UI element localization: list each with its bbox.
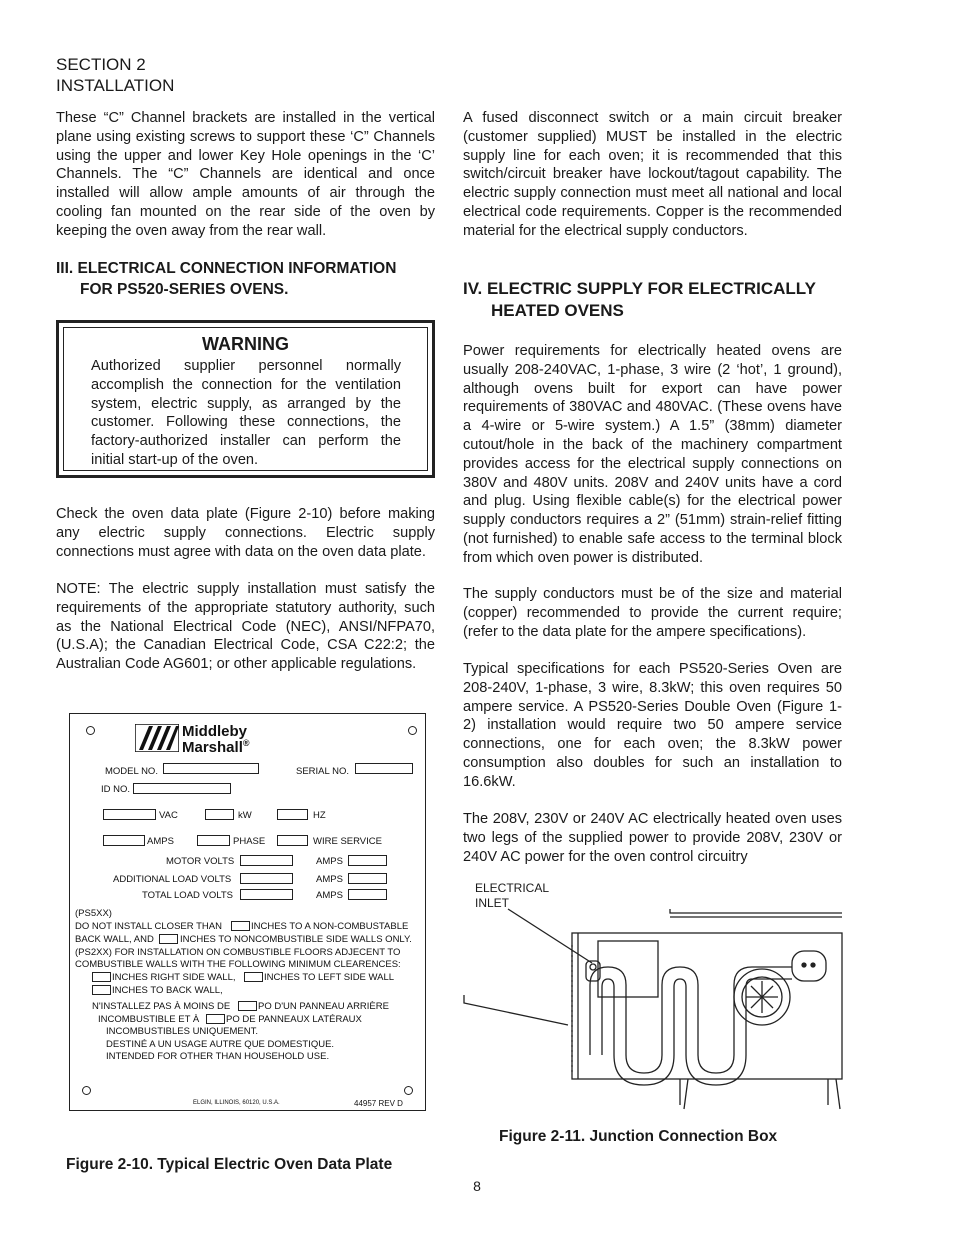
field-model-no bbox=[163, 763, 259, 774]
plate-text-line: INCHES RIGHT SIDE WALL, bbox=[112, 972, 236, 983]
heading-line-2: HEATED OVENS bbox=[491, 301, 624, 320]
figure-2-10-caption: Figure 2-10. Typical Electric Oven Data Plate bbox=[66, 1156, 393, 1173]
plate-text-line: INTENDED FOR OTHER THAN HOUSEHOLD USE. bbox=[106, 1051, 330, 1062]
field-clearance bbox=[92, 985, 111, 995]
mounting-hole-icon bbox=[86, 726, 95, 735]
heading-electrical-connection bbox=[56, 258, 435, 300]
left-paragraph-2: Check the oven data plate (Figure 2-10) before making any electric supply connections. Electric supply connections must agree with data on the oven data plate. bbox=[56, 506, 435, 560]
label-vac: VAC bbox=[159, 810, 178, 821]
plate-text-line: INCHES TO LEFT SIDE WALL bbox=[264, 972, 395, 983]
label-wire-service: WIRE SERVICE bbox=[313, 836, 382, 847]
plate-text-line: INCHES TO A NON-COMBUSTABLE bbox=[251, 921, 409, 932]
field-clearance bbox=[231, 921, 250, 931]
plate-text-line: DO NOT INSTALL CLOSER THAN bbox=[75, 921, 222, 932]
label-model-no: MODEL NO. bbox=[105, 766, 158, 777]
field-id-no bbox=[133, 783, 231, 794]
label-total-amps: AMPS bbox=[316, 890, 343, 901]
field-clearance bbox=[244, 972, 263, 982]
label-motor-amps: AMPS bbox=[316, 856, 343, 867]
plate-text-line: N'INSTALLEZ PAS À MOINS DE bbox=[92, 1001, 231, 1012]
field-wire-service bbox=[277, 835, 308, 846]
brand-name-line1: Middleby bbox=[182, 723, 248, 740]
field-clearance bbox=[238, 1001, 257, 1011]
field-clearance bbox=[159, 934, 178, 944]
mounting-hole-icon bbox=[404, 1086, 413, 1095]
right-paragraph-1: A fused disconnect switch or a main circuit breaker (customer supplied) MUST be installed in the electric supply line for each oven; it is recommended that this switch/circuit breaker have lockout/tagout capability. The electric supply connection must meet all national and local electrical code requirements. Copper is the recommended material for the electrical supply conductors. bbox=[463, 110, 842, 239]
heading-electric-supply bbox=[463, 278, 842, 322]
plate-text-line: (PS2XX) FOR INSTALLATION ON COMBUSTIBLE FLOORS ADJECENT TO bbox=[75, 947, 401, 958]
page-number: 8 bbox=[473, 1178, 481, 1194]
section-heading bbox=[56, 54, 174, 96]
mounting-hole-icon bbox=[82, 1086, 91, 1095]
heading-line-2: FOR PS520-SERIES OVENS. bbox=[80, 281, 289, 298]
section-number: SECTION 2 bbox=[56, 55, 146, 74]
label-line-2: INLET bbox=[475, 896, 510, 910]
right-paragraph-2: Power requirements for electrically heated ovens are usually 208-240VAC, 1-phase, 3 wire (2 ‘hot’, 1 ground), although ovens built for export can have power requirements of 380VAC and 480VAC. (These ovens have a 4-wire or 5-wire system.) A 1.5” (38mm) diameter cutout/hole in the back of the machinery compartment provides access for the electrical supply connections on 380V and 480V units. 208V and 240V units have a cord and plug. Using flexible cable(s) for the electrical power supply conductors requires a 2” (51mm) strain-relief fitting (not furnished) to enable safe access to the terminal block from which oven power is distributed. bbox=[463, 343, 842, 566]
field-hz bbox=[277, 809, 308, 820]
plate-text-line: PO DE PANNEAUX LATÉRAUX bbox=[226, 1014, 362, 1025]
plate-text-ps5xx: (PS5XX) bbox=[75, 908, 112, 919]
mounting-hole-icon bbox=[408, 726, 417, 735]
brand-name-line2: Marshall® bbox=[182, 738, 250, 756]
warning-box bbox=[56, 320, 435, 478]
label-line-1: ELECTRICAL bbox=[475, 881, 550, 895]
field-vac bbox=[103, 809, 156, 820]
label-amps: AMPS bbox=[147, 836, 174, 847]
label-id-no: ID NO. bbox=[101, 784, 131, 795]
label-motor-volts: MOTOR VOLTS bbox=[166, 856, 235, 867]
left-paragraph-1: These “C” Channel brackets are installed in the vertical plane using existing screws to support these ‘C” Channels using the upper and lower Key Hole openings in the ‘C’ Channels. The “C” Channels are identical and once installed will allow ample amounts of air through the cooling fan mounted on the rear side of the oven by keeping the oven away from the rear wall. bbox=[56, 110, 435, 239]
label-additional-amps: AMPS bbox=[316, 874, 343, 885]
plate-text-line: INCHES TO NONCOMBUSTIBLE SIDE WALLS ONLY. bbox=[180, 934, 412, 945]
field-phase bbox=[197, 835, 230, 846]
label-hz: HZ bbox=[313, 810, 326, 821]
field-additional-amps bbox=[348, 873, 387, 884]
junction-box-illustration bbox=[462, 905, 844, 1115]
label-kw: kW bbox=[238, 810, 252, 821]
plate-text-line: DESTINÉ A UN USAGE AUTRE QUE DOMESTIQUE. bbox=[106, 1039, 335, 1050]
field-additional-load-volts bbox=[240, 873, 293, 884]
field-kw bbox=[205, 809, 234, 820]
plate-footer-address: ELGIN, ILLINOIS, 60120, U.S.A. bbox=[193, 1100, 280, 1106]
field-clearance bbox=[206, 1014, 225, 1024]
middleby-logo-icon bbox=[135, 724, 179, 752]
field-motor-amps bbox=[348, 855, 387, 866]
heading-line-1: III. ELECTRICAL CONNECTION INFORMATION bbox=[56, 260, 397, 277]
label-total-load-volts: TOTAL LOAD VOLTS bbox=[142, 890, 233, 901]
right-paragraph-3: The supply conductors must be of the size and material (copper) recommended to provide the current require; (refer to the data plate for the ampere specifications). bbox=[463, 586, 842, 640]
field-total-load-volts bbox=[240, 889, 293, 900]
oven-data-plate bbox=[69, 713, 426, 1111]
label-phase: PHASE bbox=[233, 836, 266, 847]
figure-2-11-caption: Figure 2-11. Junction Connection Box bbox=[499, 1128, 778, 1145]
field-serial-no bbox=[355, 763, 413, 774]
heading-line-1: IV. ELECTRIC SUPPLY FOR ELECTRICALLY bbox=[463, 279, 816, 298]
plate-text-line: BACK WALL, AND bbox=[75, 934, 154, 945]
section-title: INSTALLATION bbox=[56, 76, 175, 95]
right-paragraph-4: Typical specifications for each PS520-Series Oven are 208-240V, 1-phase, 3 wire, 8.3kW; this oven requires 50 ampere service. A PS520-Series Double Oven (Figure 1-2) installation would require two 50 ampere service connections, one for each oven; the 8.3kW power consumption also doubles for such an installation to 16.6kW. bbox=[463, 661, 842, 790]
plate-footer-part-number: 44957 REV D bbox=[354, 1099, 403, 1108]
plate-text-line: COMBUSTIBLE WALLS WITH THE FOLLOWING MINIMUM CLEARENCES: bbox=[75, 959, 401, 970]
warning-text: Authorized supplier personnel normally accomplish the connection for the ventilation system, electric supply, as arranged by the customer. Following these connections, the factory-authorized installer can perform the initial start-up of the oven. bbox=[91, 358, 401, 468]
plate-text-line: PO D'UN PANNEAU ARRIÈRE bbox=[258, 1001, 389, 1012]
field-motor-volts bbox=[240, 855, 293, 866]
right-paragraph-5: The 208V, 230V or 240V AC electrically heated oven uses two legs of the supplied power to provide 208V, 230V or 240V AC power for the oven control circuitry bbox=[463, 811, 842, 865]
warning-title: WARNING bbox=[202, 334, 289, 354]
plate-text-line: INCOMBUSTIBLE ET À bbox=[98, 1014, 200, 1025]
label-additional-load-volts: ADDITIONAL LOAD VOLTS bbox=[113, 874, 232, 885]
plate-text-line: INCHES TO BACK WALL, bbox=[112, 985, 223, 996]
field-amps bbox=[103, 835, 145, 846]
field-total-amps bbox=[348, 889, 387, 900]
label-serial-no: SERIAL NO. bbox=[296, 766, 349, 777]
left-paragraph-3: NOTE: The electric supply installation must satisfy the requirements of the appropriate statutory authority, such as the National Electrical Code (NEC), ANSI/NFPA70, (U.S.A); the Canadian Electrical Code, CSA C22:2; the Australian Code AG601; or other applicable regulations. bbox=[56, 581, 435, 673]
field-clearance bbox=[92, 972, 111, 982]
plate-text-line: INCOMBUSTIBLES UNIQUEMENT. bbox=[106, 1026, 259, 1037]
